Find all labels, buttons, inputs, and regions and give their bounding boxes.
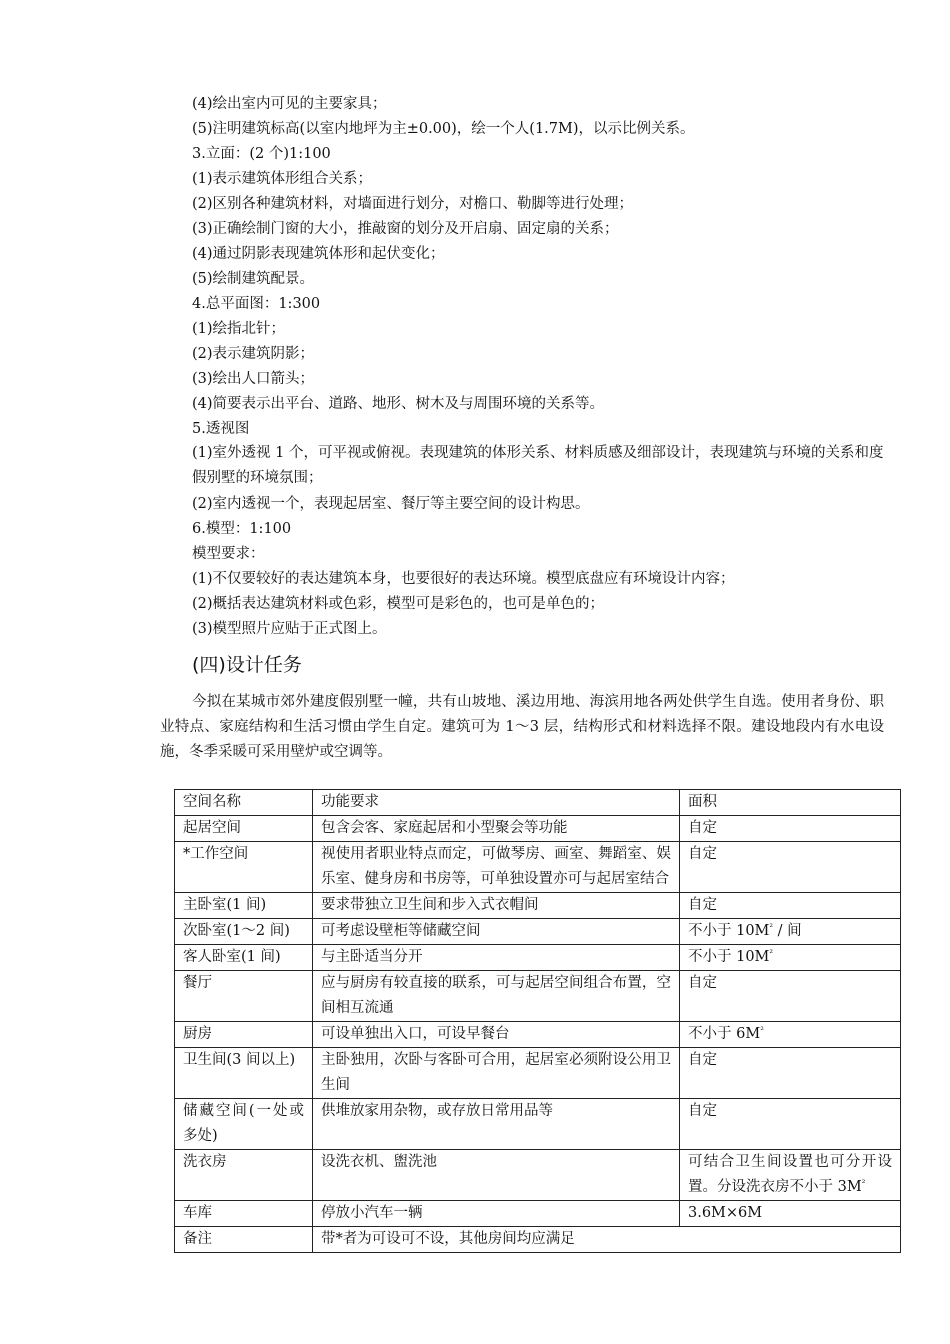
- task-paragraph: 今拟在某城市郊外建度假别墅一幢，共有山坡地、溪边用地、海滨用地各两处供学生自选。使用者身份、职业特点、家庭结构和生活习惯由学生自定。建筑可为 1～3 层，结构形式和材料选择不限。建设地段内有水电设施，冬季采暖可采用壁炉或空调等。: [160, 694, 884, 760]
- cell-area: 3.6M×6M: [680, 1201, 901, 1227]
- item-floor-furniture: (4)绘出室内可见的主要家具；: [192, 96, 387, 112]
- cell-area: 不小于 $6M^{^2}$: [680, 1022, 901, 1048]
- cell-requirement: 可设单独出入口，可设早餐台: [313, 1022, 680, 1048]
- item-perspective-outdoor: [160, 441, 884, 491]
- table-header-row: [175, 790, 901, 816]
- cell-requirement: 要求带独立卫生间和步入式衣帽间: [313, 893, 680, 919]
- table-note-row: [175, 1227, 901, 1253]
- item-model-title: 6.模型：1:100: [192, 521, 292, 537]
- table-row: [175, 842, 901, 893]
- header-function: 功能要求: [313, 790, 680, 816]
- cell-area: 自定: [680, 816, 901, 842]
- table-row: [175, 816, 901, 842]
- cell-requirement: 视使用者职业特点而定，可做琴房、画室、舞蹈室、娱乐室、健身房和书房等，可单独设置亦可与起居室结合: [313, 842, 680, 893]
- table-row: [175, 971, 901, 1022]
- cell-name: 卫生间(3 间以上): [175, 1048, 313, 1099]
- cell-area: 自定: [680, 1048, 901, 1099]
- cell-area: 自定: [680, 893, 901, 919]
- cell-requirement: 可考虑设壁柜等储藏空间: [313, 919, 680, 945]
- section-heading: (四)设计任务: [192, 654, 302, 676]
- cell-area: 自定: [680, 1099, 901, 1150]
- header-space-name: 空间名称: [175, 790, 313, 816]
- item-perspective-outdoor-text: (1)室外透视 1 个，可平视或俯视。表现建筑的体形关系、材料质感及细部设计，表现建筑与环境的关系和度假别墅的环境氛围；: [192, 445, 884, 486]
- item-perspective-indoor: (2)室内透视一个，表现起居室、餐厅等主要空间的设计构思。: [192, 496, 590, 512]
- item-siteplan-4: (4)简要表示出平台、道路、地形、树木及与周围环境的关系等。: [192, 396, 605, 412]
- cell-name: 起居空间: [175, 816, 313, 842]
- cell-name: 次卧室(1～2 间): [175, 919, 313, 945]
- cell-area: 不小于 $10M^{^2}$ / 间: [680, 919, 901, 945]
- table-row: [175, 1022, 901, 1048]
- cell-requirement: 主卧独用，次卧与客卧可合用，起居室必须附设公用卫生间: [313, 1048, 680, 1099]
- item-elevation-5: (5)绘制建筑配景。: [192, 271, 315, 287]
- cell-area: 不小于 $10M^{^2}$: [680, 945, 901, 971]
- cell-requirement: 与主卧适当分开: [313, 945, 680, 971]
- item-elevation-2: (2)区别各种建筑材料，对墙面进行划分，对檐口、勒脚等进行处理；: [192, 196, 634, 212]
- cell-name: 车库: [175, 1201, 313, 1227]
- item-model-req-label: 模型要求：: [192, 546, 265, 562]
- item-siteplan-1: (1)绘指北针；: [192, 321, 286, 337]
- table-row: [175, 893, 901, 919]
- item-model-1: (1)不仅要较好的表达建筑本身，也要很好的表达环境。模型底盘应有环境设计内容；: [192, 571, 735, 587]
- cell-name: 客人卧室(1 间): [175, 945, 313, 971]
- note-text: 带*者为可设可不设，其他房间均应满足: [313, 1227, 901, 1253]
- table-row: [175, 1201, 901, 1227]
- cell-area: 可结合卫生间设置也可分开设置。分设洗衣房不小于 $3M^{^2}$: [680, 1150, 901, 1201]
- cell-requirement: 应与厨房有较直接的联系，可与起居空间组合布置，空间相互流通: [313, 971, 680, 1022]
- item-floor-elevation: (5)注明建筑标高(以室内地坪为主±0.00)，绘一个人(1.7M)，以示比例关系。: [192, 121, 695, 137]
- item-siteplan-title: 4.总平面图：1:300: [192, 296, 321, 312]
- item-siteplan-2: (2)表示建筑阴影；: [192, 346, 315, 362]
- cell-name: 餐厅: [175, 971, 313, 1022]
- cell-requirement: 停放小汽车一辆: [313, 1201, 680, 1227]
- cell-requirement: 供堆放家用杂物，或存放日常用品等: [313, 1099, 680, 1150]
- item-model-3: (3)模型照片应贴于正式图上。: [192, 621, 387, 637]
- table-row: [175, 919, 901, 945]
- item-elevation-title: 3.立面：(2 个)1:100: [192, 146, 331, 162]
- item-model-2: (2)概括表达建筑材料或色彩，模型可是彩色的，也可是单色的；: [192, 596, 605, 612]
- cell-name: 洗衣房: [175, 1150, 313, 1201]
- table-row: [175, 1099, 901, 1150]
- space-requirements-table: [174, 789, 901, 1253]
- item-perspective-title: 5.透视图: [192, 421, 250, 437]
- cell-name: 储藏空间(一处或多处): [175, 1099, 313, 1150]
- table-row: [175, 1048, 901, 1099]
- cell-name: 主卧室(1 间): [175, 893, 313, 919]
- cell-name: *工作空间: [175, 842, 313, 893]
- note-label: 备注: [175, 1227, 313, 1253]
- cell-area: 自定: [680, 971, 901, 1022]
- cell-name: 厨房: [175, 1022, 313, 1048]
- header-area: 面积: [680, 790, 901, 816]
- item-elevation-3: (3)正确绘制门窗的大小，推敲窗的划分及开启扇、固定扇的关系；: [192, 221, 619, 237]
- cell-area: 自定: [680, 842, 901, 893]
- table-row: [175, 945, 901, 971]
- table-row: [175, 1150, 901, 1201]
- cell-requirement: 设洗衣机、盥洗池: [313, 1150, 680, 1201]
- cell-requirement: 包含会客、家庭起居和小型聚会等功能: [313, 816, 680, 842]
- item-elevation-1: (1)表示建筑体形组合关系；: [192, 171, 373, 187]
- item-elevation-4: (4)通过阴影表现建筑体形和起伏变化；: [192, 246, 445, 262]
- item-siteplan-3: (3)绘出人口箭头；: [192, 371, 315, 387]
